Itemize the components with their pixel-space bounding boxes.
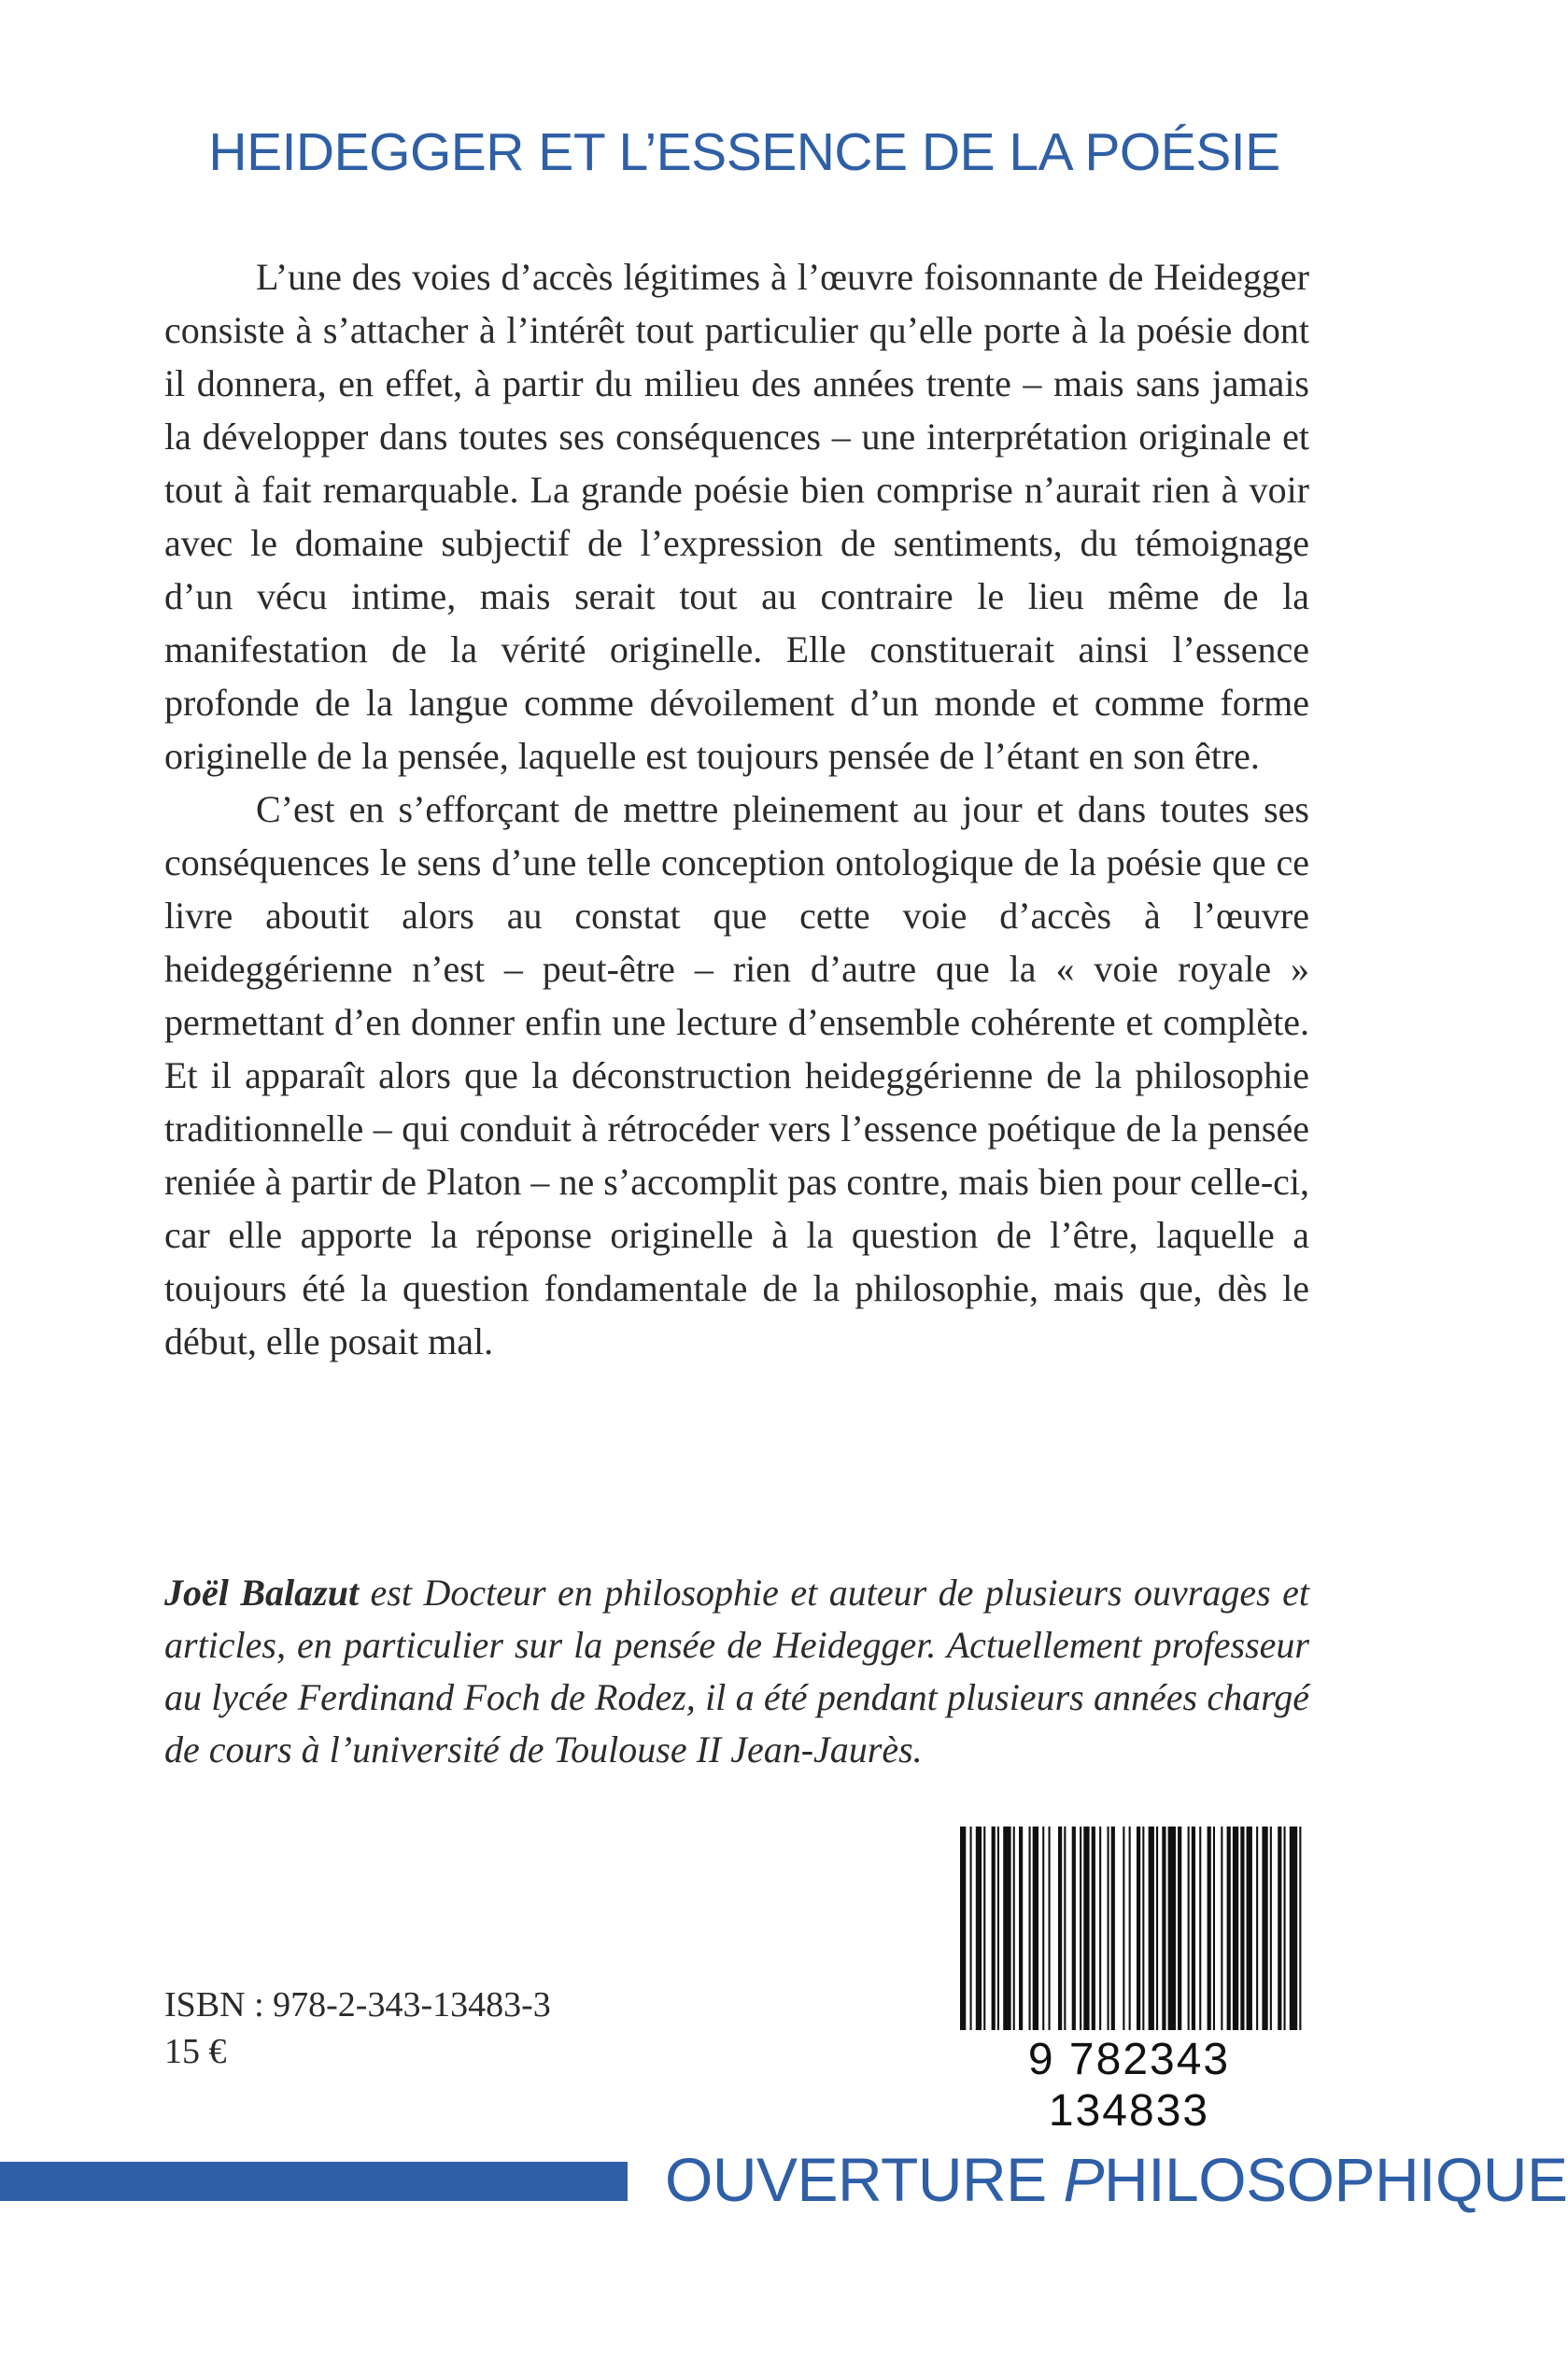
- barcode-bar: [960, 1827, 966, 2030]
- barcode-bar: [1233, 1827, 1238, 2030]
- barcode-bar: [1129, 1827, 1131, 2030]
- barcode-bar: [1221, 1827, 1222, 2030]
- book-title: HEIDEGGER ET L’ESSENCE DE LA POÉSIE: [208, 122, 1280, 182]
- barcode-bar: [1284, 1827, 1286, 2030]
- barcode-digits: 9 782343 134833: [1027, 2035, 1231, 2136]
- barcode-bar: [1178, 1827, 1181, 2030]
- barcode-bar: [1123, 1827, 1124, 2030]
- barcode-bar: [1080, 1827, 1081, 2030]
- barcode-bar: [1072, 1827, 1076, 2030]
- barcode-bar: [1092, 1827, 1095, 2030]
- barcode-bar: [1058, 1827, 1062, 2030]
- collection-name-part-3: HILOSOPHIQUE: [1104, 2145, 1568, 2214]
- summary-paragraph-2: C’est en s’efforçant de mettre pleinement au jour et dans toutes ses conséquences le sens d’une telle conception ontologique de la poésie que ce livre aboutit alors au constat que cette voie d’accès à l’œuvre heideggérienne n’est – peut-être – rien d’autre que la « voie royale » permettant d’en donner enfin une lecture d’ensemble cohérente et complète. Et il apparaît alors que la déconstruction heideggérienne de la philosophie traditionnelle – qui conduit à rétrocéder vers l’essence poétique de la pensée reniée à partir de Platon – ne s’accomplit pas contre, mais bien pour celle-ci, car elle apporte la réponse originelle à la question de l’être, laquelle a toujours été la question fondamentale de la philosophie, mais que, dès le début, elle posait mal.: [164, 788, 1309, 1362]
- barcode-bar: [1227, 1827, 1231, 2030]
- barcode-bar: [1137, 1827, 1140, 2030]
- barcode-bar: [997, 1827, 999, 2030]
- barcode-bar: [992, 1827, 996, 2030]
- barcode: [947, 1817, 1311, 2136]
- barcode-bar: [1270, 1827, 1272, 2030]
- barcode-bar: [1064, 1827, 1066, 2030]
- barcode-bar: [1013, 1827, 1015, 2030]
- barcode-bar: [1247, 1827, 1252, 2030]
- barcode-bar: [1049, 1827, 1051, 2030]
- barcode-bar: [1188, 1827, 1190, 2030]
- barcode-bar: [1278, 1827, 1281, 2030]
- barcode-bar: [1033, 1827, 1038, 2030]
- summary-text: [164, 250, 1309, 1368]
- barcode-bar: [1168, 1827, 1176, 2030]
- barcode-bar: [976, 1827, 982, 2030]
- barcode-bar: [1162, 1827, 1165, 2030]
- price-label: 15 €: [164, 2032, 227, 2071]
- summary-paragraph-1: L’une des voies d’accès légitimes à l’œuvre foisonnante de Heidegger consiste à s’attacher à l’intérêt tout particulier qu’elle porte à la poésie dont il donnera, en effet, à partir du milieu des années trente – mais sans jamais la développer dans toutes ses conséquences – une interprétation originale et tout à fait remarquable. La grande poésie bien comprise n’aurait rien à voir avec le domaine subjectif de l’expression de sentiments, du témoignage d’un vécu intime, mais serait tout au contraire le lieu même de la manifestation de la vérité originelle. Elle constituerait ainsi l’essence profonde de la langue comme dévoilement d’un monde et comme forme originelle de la pensée, laquelle est toujours pensée de l’étant en son être.: [164, 256, 1309, 777]
- barcode-bar: [1083, 1827, 1089, 2030]
- barcode-bar: [1199, 1827, 1201, 2030]
- isbn-label: ISBN : 978-2-343-13483-3: [164, 1985, 551, 2024]
- author-name: Joël Balazut: [164, 1572, 360, 1614]
- collection-name-part-1: OUVERTURE: [665, 2145, 1064, 2214]
- barcode-bar: [1019, 1827, 1023, 2030]
- barcode-bar: [1042, 1827, 1044, 2030]
- barcode-bar: [1099, 1827, 1101, 2030]
- barcode-bar: [1299, 1827, 1301, 2030]
- barcode-bar: [1208, 1827, 1211, 2030]
- barcode-bar: [1213, 1827, 1215, 2030]
- barcode-bar: [1149, 1827, 1154, 2030]
- barcode-bar: [970, 1827, 972, 2030]
- collection-name: [665, 2144, 1568, 2215]
- collection-bar: [0, 2162, 628, 2201]
- barcode-bar: [1029, 1827, 1031, 2030]
- barcode-bar: [1262, 1827, 1267, 2030]
- barcode-bar: [983, 1827, 985, 2030]
- barcode-bar: [1192, 1827, 1195, 2030]
- barcode-bar: [1142, 1827, 1144, 2030]
- barcode-bar: [1290, 1827, 1297, 2030]
- barcode-bar: [1156, 1827, 1158, 2030]
- barcode-bar: [1003, 1827, 1010, 2030]
- barcode-bar: [1240, 1827, 1244, 2030]
- author-bio: [164, 1567, 1309, 1776]
- barcode-bar: [1111, 1827, 1115, 2030]
- author-bio-text: est Docteur en philosophie et auteur de plusieurs ouvrages et articles, en particulier sur la pensée de Heidegger. Actuellement professeur au lycée Ferdinand Foch de Rodez, il a été pendant plusieurs années chargé de cours à l’université de Toulouse II Jean-Jaurès.: [164, 1572, 1309, 1770]
- barcode-bar: [1256, 1827, 1258, 2030]
- barcode-bar: [1108, 1827, 1109, 2030]
- collection-name-initial: P: [1063, 2145, 1105, 2214]
